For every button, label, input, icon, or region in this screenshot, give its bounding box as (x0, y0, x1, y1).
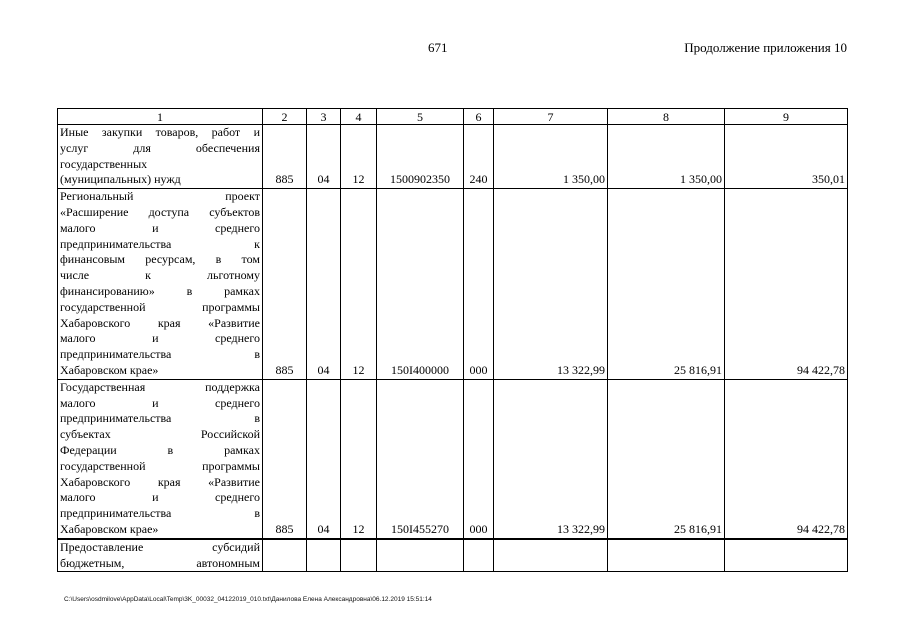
expense-type-cell: 000 (464, 379, 494, 538)
section-code-cell: 04 (307, 125, 341, 189)
section-code-cell: 04 (307, 379, 341, 538)
admin-code-cell: 885 (263, 379, 307, 538)
target-article-cell: 150I400000 (377, 189, 464, 380)
target-article-cell: 1500902350 (377, 125, 464, 189)
amount-cell-col9: 94 422,78 (725, 189, 848, 380)
amount-cell-col8: 25 816,91 (608, 189, 725, 380)
description-line: малого и среднего (60, 331, 260, 346)
row-description (58, 189, 263, 380)
description-line: (муниципальных) нужд (60, 172, 181, 187)
table-header-row (58, 109, 848, 125)
subsection-code-cell: 12 (341, 125, 377, 189)
header-cell: 9 (725, 109, 848, 125)
description-line: малого и среднего (60, 490, 260, 505)
header-cell: 2 (263, 109, 307, 125)
page-number: 671 (428, 40, 448, 55)
row-description (58, 539, 263, 572)
subsection-code-cell: 12 (341, 379, 377, 538)
subsection-code-cell (341, 539, 377, 572)
expense-type-cell: 240 (464, 125, 494, 189)
description-line: Государственная поддержка (60, 379, 260, 394)
description-line: «Расширение доступа субъектов (60, 204, 260, 219)
description-line: государственной программы (60, 299, 260, 314)
table-row (58, 379, 848, 538)
amount-cell-col8 (608, 539, 725, 572)
row-description (58, 125, 263, 189)
amount-cell-col7: 13 322,99 (494, 379, 608, 538)
description-line: субъектах Российской (60, 427, 260, 442)
description-line: Хабаровском крае» (60, 521, 159, 536)
table-row (58, 189, 848, 380)
amount-cell-col7 (494, 539, 608, 572)
description-line: бюджетным, автономным (60, 555, 260, 570)
section-code-cell (307, 539, 341, 572)
amount-cell-col7: 1 350,00 (494, 125, 608, 189)
amount-cell-col9: 350,01 (725, 125, 848, 189)
table-row (58, 539, 848, 572)
admin-code-cell (263, 539, 307, 572)
header-cell: 4 (341, 109, 377, 125)
file-path-footer: C:\Users\osdmilove\AppData\Local\Temp\3K_00032_04122019_010.txt\Данилова Елена Александровна\06.12.2019 15:51:14 (64, 596, 432, 603)
description-line: малого и среднего (60, 395, 260, 410)
description-line: Иные закупки товаров, работ и (60, 125, 260, 139)
description-line: Хабаровском крае» (60, 362, 159, 377)
table-row (58, 125, 848, 189)
header-cell: 8 (608, 109, 725, 125)
description-line: предпринимательства в (60, 347, 260, 362)
amount-cell-col7: 13 322,99 (494, 189, 608, 380)
description-line: Хабаровского края «Развитие (60, 315, 260, 330)
description-line: финансовым ресурсам, в том (60, 252, 260, 267)
description-line: государственной программы (60, 458, 260, 473)
section-code-cell: 04 (307, 189, 341, 380)
expense-type-cell: 000 (464, 189, 494, 380)
header-cell: 7 (494, 109, 608, 125)
amount-cell-col8: 1 350,00 (608, 125, 725, 189)
description-line: малого и среднего (60, 220, 260, 235)
target-article-cell (377, 539, 464, 572)
description-line: предпринимательства в (60, 411, 260, 426)
description-line: Федерации в рамках (60, 442, 260, 457)
description-line: Предоставление субсидий (60, 539, 260, 554)
amount-cell-col9 (725, 539, 848, 572)
target-article-cell: 150I455270 (377, 379, 464, 538)
header-cell: 5 (377, 109, 464, 125)
header-cell: 1 (58, 109, 263, 125)
description-line: финансированию» в рамках (60, 283, 260, 298)
row-description (58, 379, 263, 538)
description-line: предпринимательства в (60, 506, 260, 521)
header-cell: 3 (307, 109, 341, 125)
description-line: услуг для обеспечения (60, 140, 260, 155)
expense-type-cell (464, 539, 494, 572)
admin-code-cell: 885 (263, 189, 307, 380)
description-line: Региональный проект (60, 189, 260, 204)
description-line: государственных (60, 156, 148, 171)
header-cell: 6 (464, 109, 494, 125)
description-line: числе к льготному (60, 268, 260, 283)
subsection-code-cell: 12 (341, 189, 377, 380)
amount-cell-col9: 94 422,78 (725, 379, 848, 538)
appendix-continuation-label: Продолжение приложения 10 (684, 40, 847, 55)
description-line: Хабаровского края «Развитие (60, 474, 260, 489)
budget-table (57, 108, 848, 572)
admin-code-cell: 885 (263, 125, 307, 189)
amount-cell-col8: 25 816,91 (608, 379, 725, 538)
description-line: предпринимательства к (60, 236, 260, 251)
